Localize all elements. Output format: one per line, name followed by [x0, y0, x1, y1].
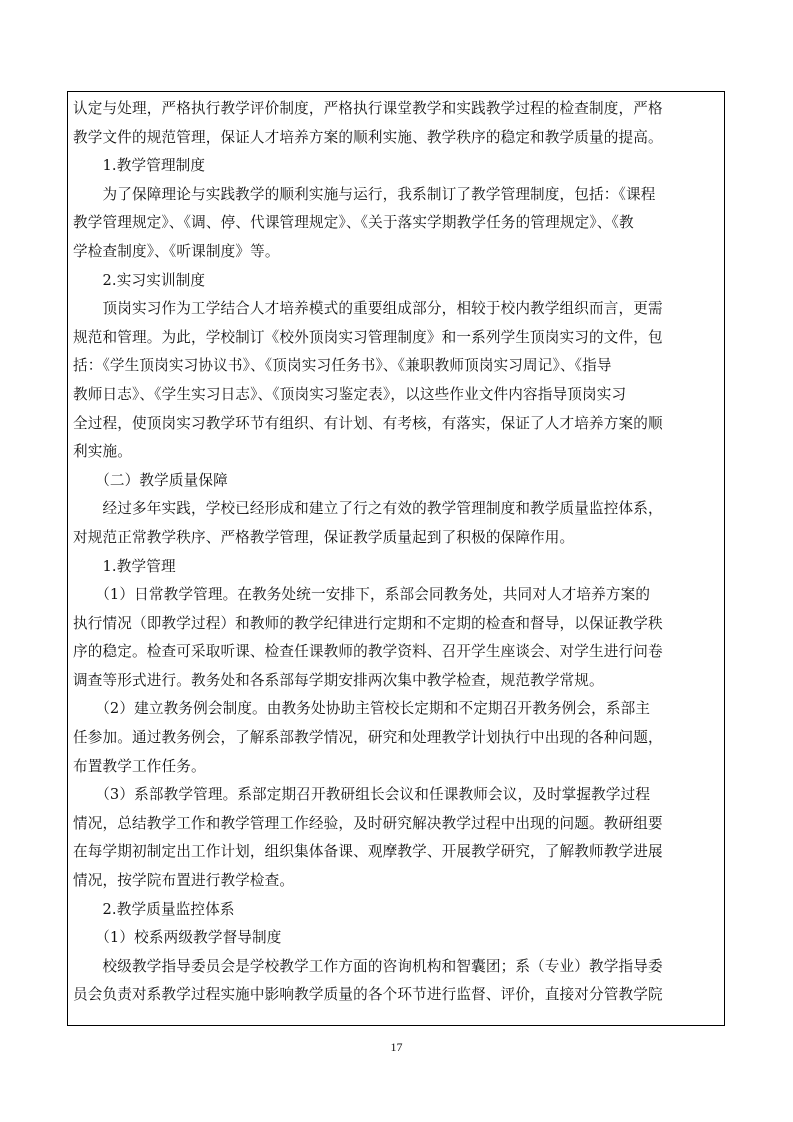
text-line: 为了保障理论与实践教学的顺利实施与运行，我系制订了教学管理制度，包括：《课程	[73, 185, 656, 203]
text-line: 1.教学管理制度	[73, 157, 206, 175]
text-line: 校级教学指导委员会是学校教学工作方面的咨询机构和智囊团；系（专业）教学指导委	[73, 957, 663, 975]
text-line: 规范和管理。为此，学校制订《校外顶岗实习管理制度》和一系列学生顶岗实习的文件，包	[73, 328, 663, 346]
text-line: 认定与处理，严格执行教学评价制度，严格执行课堂教学和实践教学过程的检查制度，严格	[73, 100, 663, 117]
text-line: 2.教学质量监控体系	[73, 900, 235, 918]
text-line: 经过多年实践，学校已经形成和建立了行之有效的教学管理制度和教学质量监控体系，	[73, 500, 663, 518]
text-line: 教学文件的规范管理，保证人才培养方案的顺利实施、教学秩序的稳定和教学质量的提高。	[73, 128, 663, 146]
text-line: （1）校系两级教学督导制度	[73, 929, 282, 947]
text-line: （1）日常教学管理。在教务处统一安排下，系部会同教务处，共同对人才培养方案的	[73, 586, 651, 604]
text-frame	[67, 91, 725, 1026]
text-line: 序的稳定。检查可采取听课、检查任课教师的教学资料、召开学生座谈会、对学生进行问卷	[73, 643, 663, 661]
text-line: 顶岗实习作为工学结合人才培养模式的重要组成部分，相较于校内教学组织而言，更需	[73, 300, 663, 318]
text-line: 括：《学生顶岗实习协议书》、《顶岗实习任务书》、《兼职教师顶岗实习周记》、《指导	[73, 357, 612, 375]
text-line: 在每学期初制定出工作计划，组织集体备课、观摩教学、开展教学研究，了解教师教学进展	[73, 843, 663, 861]
text-line: 全过程，使顶岗实习教学环节有组织、有计划、有考核，有落实，保证了人才培养方案的顺	[73, 414, 663, 432]
text-line: 执行情况（即教学过程）和教师的教学纪律进行定期和不定期的检查和督导，以保证教学秩	[73, 614, 663, 632]
text-line: 1.教学管理	[73, 557, 176, 575]
text-line: 教师日志》、《学生实习日志》、《顶岗实习鉴定表》，以这些作业文件内容指导顶岗实习	[73, 385, 627, 403]
text-line: 学检查制度》、《听课制度》等。	[73, 242, 280, 260]
text-line: 2.实习实训制度	[73, 271, 206, 289]
text-line: 任参加。通过教务例会，了解系部教学情况，研究和处理教学计划执行中出现的各种问题，	[73, 729, 663, 747]
text-line: 情况，总结教学工作和教学管理工作经验，及时研究解决教学过程中出现的问题。教研组要	[73, 814, 663, 832]
text-line: 对规范正常教学秩序、严格教学管理，保证教学质量起到了积极的保障作用。	[73, 528, 575, 546]
body-text	[73, 95, 719, 1010]
page-number: 17	[390, 1040, 403, 1054]
text-line: （3）系部教学管理。系部定期召开教研组长会议和任课教师会议，及时掌握教学过程	[73, 786, 651, 804]
text-line: 调查等形式进行。教务处和各系部每学期安排两次集中教学检查，规范教学常规。	[73, 671, 604, 689]
text-line: 员会负责对系教学过程实施中影响教学质量的各个环节进行监督、评价，直接对分管教学院	[73, 986, 663, 1004]
text-line: 布置教学工作任务。	[73, 757, 206, 775]
text-line: 情况，按学院布置进行教学检查。	[73, 872, 295, 890]
text-line: （二）教学质量保障	[73, 471, 228, 489]
text-line: 教学管理规定》、《调、停、代课管理规定》、《关于落实学期教学任务的管理规定》、《教	[73, 214, 634, 232]
text-line: （2）建立教务例会制度。由教务处协助主管校长定期和不定期召开教务例会，系部主	[73, 700, 651, 718]
text-line: 利实施。	[73, 443, 132, 461]
